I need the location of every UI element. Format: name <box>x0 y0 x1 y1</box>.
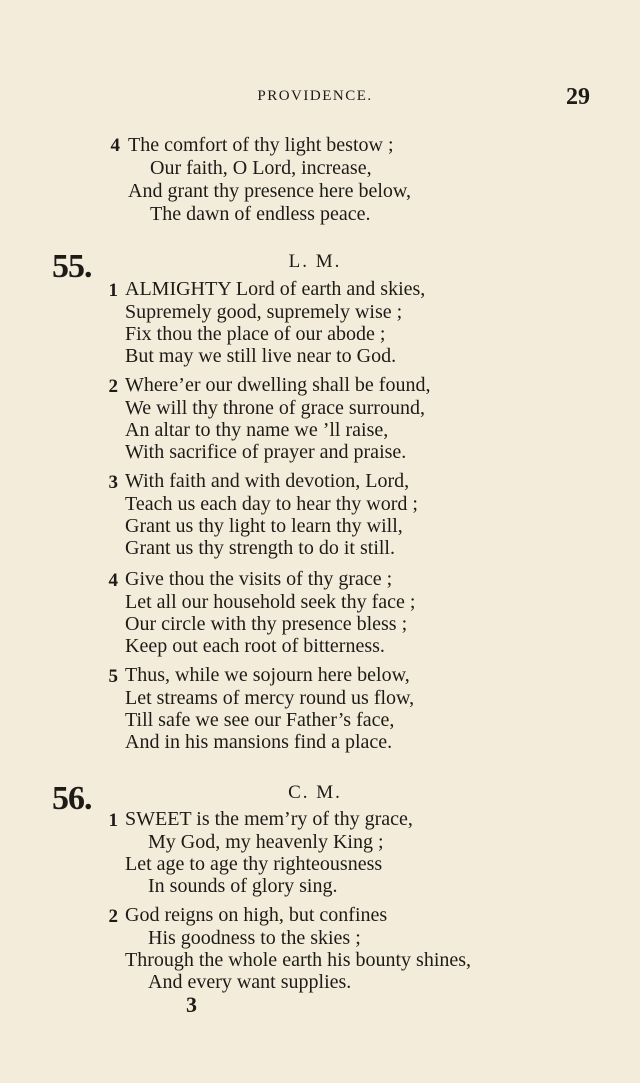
hymn-meter: L. M. <box>288 251 342 272</box>
verse-line: In sounds of glory sing. <box>148 875 338 897</box>
verse-line: With faith and with devotion, Lord, <box>125 470 410 492</box>
verse-number: 4 <box>110 135 120 156</box>
hymn-meter: C. M. <box>288 782 342 803</box>
verse-line: The comfort of thy light bestow ; <box>128 134 394 156</box>
verse-line: Let age to age thy righteousness <box>125 853 383 875</box>
verse-number: 3 <box>108 472 118 493</box>
verse-line: My God, my heavenly King ; <box>148 831 384 853</box>
verse-line: Fix thou the place of our abode ; <box>125 323 386 345</box>
verse-line: Through the whole earth his bounty shines, <box>125 949 472 971</box>
running-header: PROVIDENCE. <box>257 88 373 104</box>
verse-line: And grant thy presence here below, <box>128 180 412 202</box>
verse-line: And in his mansions find a place. <box>125 731 393 753</box>
verse-line: The dawn of endless peace. <box>150 203 371 225</box>
hymn-number: 56. <box>52 780 92 817</box>
page-number: 29 <box>566 84 590 110</box>
verse-line: Grant us thy strength to do it still. <box>125 537 395 559</box>
verse-line: Teach us each day to hear thy word ; <box>125 493 418 515</box>
verse-line: Where’er our dwelling shall be found, <box>125 374 431 396</box>
verse-line: Till safe we see our Father’s face, <box>125 709 395 731</box>
verse-line: Keep out each root of bitterness. <box>125 635 385 657</box>
verse-line: Let streams of mercy round us flow, <box>125 687 415 709</box>
signature-mark: 3 <box>186 992 197 1017</box>
verse-line: We will thy throne of grace surround, <box>125 397 425 419</box>
verse-line: Grant us thy light to learn thy will, <box>125 515 403 537</box>
verse-line: With sacrifice of prayer and praise. <box>125 441 407 463</box>
verse-line: Thus, while we sojourn here below, <box>125 664 410 686</box>
verse-number: 2 <box>108 906 118 927</box>
verse-number: 1 <box>108 280 118 301</box>
verse-line: His goodness to the skies ; <box>148 927 361 949</box>
verse-line: SWEET is the mem’ry of thy grace, <box>125 808 413 830</box>
verse-number: 4 <box>108 570 118 591</box>
verse-number: 1 <box>108 810 118 831</box>
verse-line: Supremely good, supremely wise ; <box>125 301 403 323</box>
verse-line: ALMIGHTY Lord of earth and skies, <box>125 278 426 300</box>
verse-line: Let all our household seek thy face ; <box>125 591 416 613</box>
verse-number: 5 <box>108 666 118 687</box>
verse-line: But may we still live near to God. <box>125 345 397 367</box>
verse-line: Our faith, O Lord, increase, <box>150 157 372 179</box>
hymn-number: 55. <box>52 248 92 285</box>
verse-line: Give thou the visits of thy grace ; <box>125 568 393 590</box>
verse-line: An altar to thy name we ’ll raise, <box>125 419 389 441</box>
verse-number: 2 <box>108 376 118 397</box>
verse-line: And every want supplies. <box>148 971 352 993</box>
verse-line: God reigns on high, but confines <box>125 904 388 926</box>
verse-line: Our circle with thy presence bless ; <box>125 613 408 635</box>
